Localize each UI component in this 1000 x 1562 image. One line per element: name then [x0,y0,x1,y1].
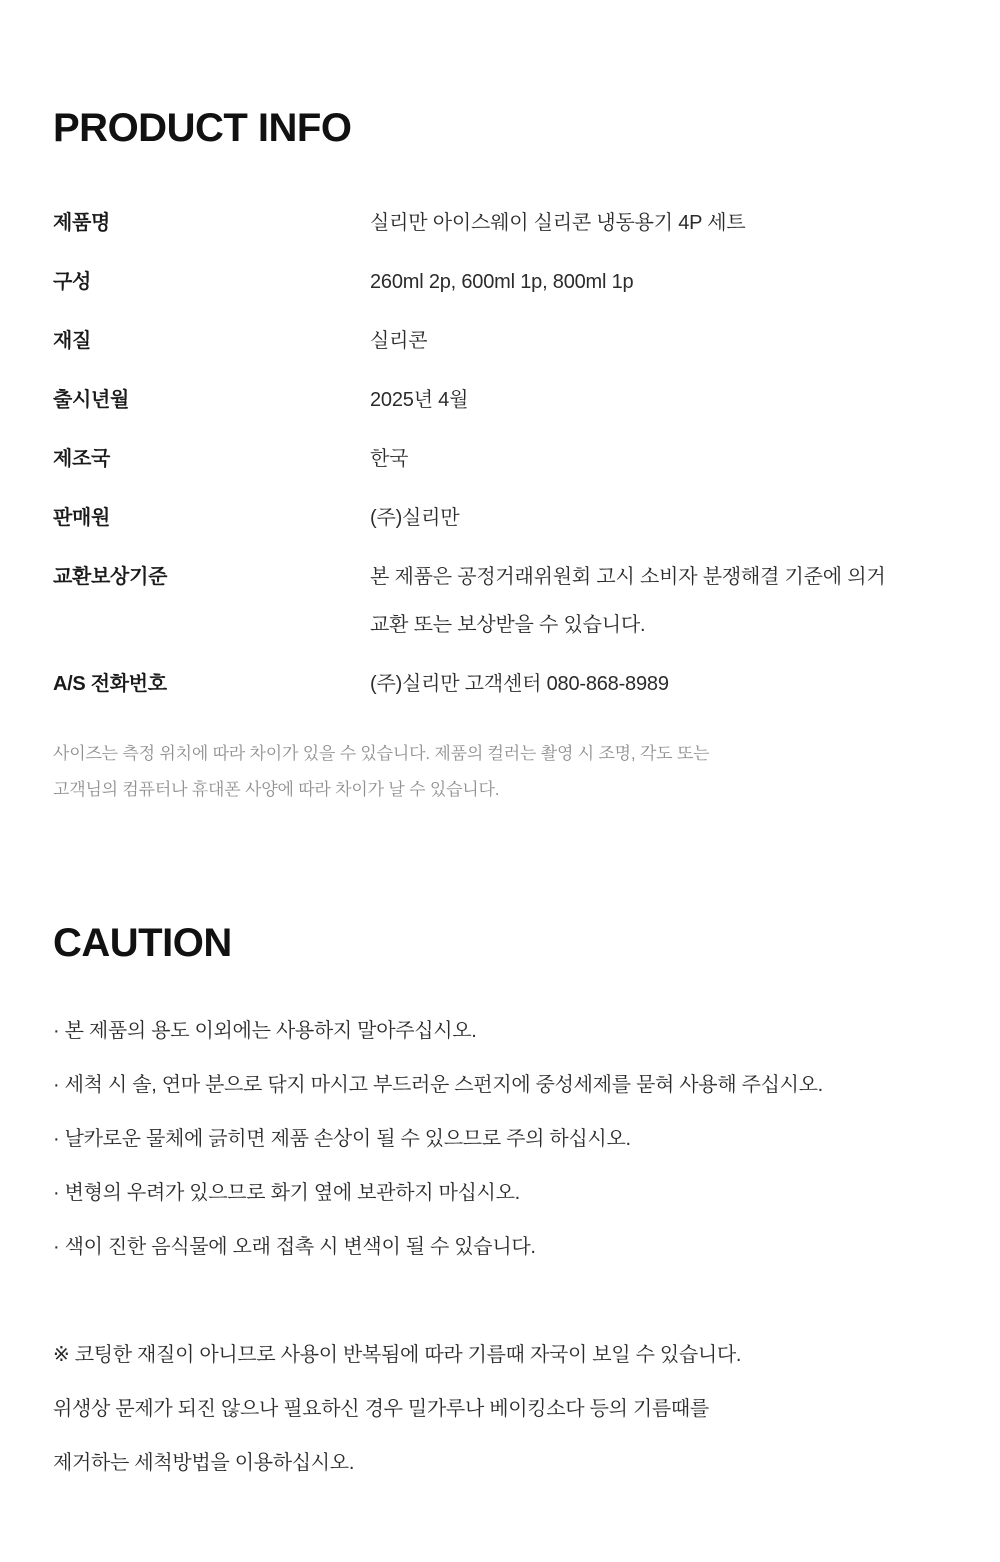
info-value: 실리만 아이스웨이 실리콘 냉동용기 4P 세트 [370,212,746,234]
info-value: 실리콘 [370,330,428,352]
caution-section [53,920,958,1478]
caution-item: · 변형의 우려가 있으므로 화기 옆에 보관하지 마십시오. [53,1182,520,1204]
info-label: 구성 [53,271,92,293]
info-value-line: 본 제품은 공정거래위원회 고시 소비자 분쟁해결 기준에 의거 [370,566,886,588]
info-label: 출시년월 [53,389,130,411]
info-row-release-date [53,376,958,424]
info-value: (주)실리만 [370,507,460,529]
info-row-exchange-policy [53,553,958,649]
info-row-as-phone [53,660,958,708]
caution-item: · 날카로운 물체에 긁히면 제품 손상이 될 수 있으므로 주의 하십시오. [53,1128,631,1150]
info-label: 판매원 [53,507,111,529]
info-label: 재질 [53,330,92,352]
info-value: 2025년 4월 [370,389,469,411]
coating-care-note [53,1340,958,1478]
note-line: ※ 코팅한 재질이 아니므로 사용이 반복됨에 따라 기름때 자국이 보일 수 있습니다. [53,1344,742,1366]
info-label: 제품명 [53,212,111,234]
disclaimer-line: 사이즈는 측정 위치에 따라 차이가 있을 수 있습니다. 제품의 컬러는 촬영 시 조명, 각도 또는 [53,744,710,763]
info-value [370,553,958,649]
caution-item: · 세척 시 솔, 연마 분으로 닦지 마시고 부드러운 스펀지에 중성세제를 묻혀 사용해 주십시오. [53,1074,823,1096]
info-value-line: 교환 또는 보상받을 수 있습니다. [370,614,646,636]
info-row-material [53,317,958,365]
info-value: (주)실리만 고객센터 080-868-8989 [370,673,669,695]
product-info-section [53,105,958,808]
caution-item: · 본 제품의 용도 이외에는 사용하지 말아주십시오. [53,1020,477,1042]
info-value: 260ml 2p, 600ml 1p, 800ml 1p [370,271,634,293]
info-row-origin-country [53,435,958,483]
note-line: 위생상 문제가 되진 않으나 필요하신 경우 밀가루나 베이킹소다 등의 기름때를 [53,1398,709,1420]
note-line: 제거하는 세척방법을 이용하십시오. [53,1452,355,1474]
info-row-seller [53,494,958,542]
info-row-composition [53,258,958,306]
info-label: A/S 전화번호 [53,673,167,695]
disclaimer-line: 고객님의 컴퓨터나 휴대폰 사양에 따라 차이가 날 수 있습니다. [53,780,500,799]
info-value: 한국 [370,448,409,470]
size-color-disclaimer [53,736,958,808]
product-info-table [53,199,958,708]
product-info-title: PRODUCT INFO [53,106,352,150]
caution-title: CAUTION [53,921,232,965]
caution-list [53,1016,958,1262]
info-label: 교환보상기준 [53,566,168,588]
info-row-product-name [53,199,958,247]
info-label: 제조국 [53,448,111,470]
caution-item: · 색이 진한 음식물에 오래 접촉 시 변색이 될 수 있습니다. [53,1236,536,1258]
